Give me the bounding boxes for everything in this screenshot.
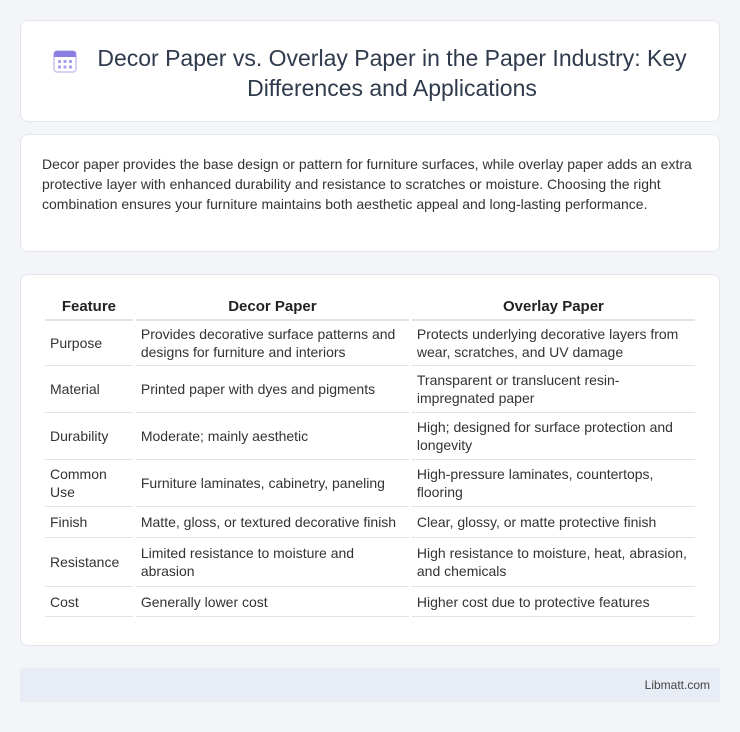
row-feature: Resistance (45, 538, 133, 587)
comparison-table (42, 294, 698, 617)
row-decor: Matte, gloss, or textured decorative finish (136, 507, 409, 538)
row-feature: Cost (45, 587, 133, 617)
header-feature: Feature (45, 294, 133, 321)
row-decor: Limited resistance to moisture and abrasion (136, 538, 409, 587)
table-row (45, 587, 695, 617)
table-row (45, 460, 695, 507)
row-overlay: Protects underlying decorative layers from wear, scratches, and UV damage (412, 321, 695, 366)
row-feature: Purpose (45, 321, 133, 366)
row-overlay: Clear, glossy, or matte protective finish (412, 507, 695, 538)
footer-brand: Libmatt.com (644, 678, 710, 692)
calendar-icon (51, 47, 79, 75)
comparison-card (20, 274, 720, 646)
row-feature: Durability (45, 413, 133, 460)
title-row (51, 43, 699, 103)
row-feature: Common Use (45, 460, 133, 507)
table-header-row (45, 294, 695, 321)
row-decor: Printed paper with dyes and pigments (136, 366, 409, 413)
title-card (20, 20, 720, 122)
footer-bar (20, 668, 720, 702)
row-decor: Furniture laminates, cabinetry, paneling (136, 460, 409, 507)
row-decor: Generally lower cost (136, 587, 409, 617)
row-overlay: High; designed for surface protection and longevity (412, 413, 695, 460)
intro-card (20, 134, 720, 252)
page-title: Decor Paper vs. Overlay Paper in the Paper Industry: Key Differences and Applications (97, 45, 687, 101)
table-row (45, 538, 695, 587)
row-decor: Moderate; mainly aesthetic (136, 413, 409, 460)
header-decor-paper: Decor Paper (136, 294, 409, 321)
row-feature: Finish (45, 507, 133, 538)
table-row (45, 507, 695, 538)
row-feature: Material (45, 366, 133, 413)
header-overlay-paper: Overlay Paper (412, 294, 695, 321)
row-overlay: Higher cost due to protective features (412, 587, 695, 617)
intro-paragraph: Decor paper provides the base design or pattern for furniture surfaces, while overlay paper adds an extra protective layer with enhanced durability and resistance to scratches or moisture. Choosing the right combination ensures your furniture maintains both aesthetic appeal and long-lasting performance. (42, 156, 692, 212)
table-row (45, 413, 695, 460)
row-overlay: High resistance to moisture, heat, abrasion, and chemicals (412, 538, 695, 587)
row-overlay: High-pressure laminates, countertops, flooring (412, 460, 695, 507)
row-overlay: Transparent or translucent resin-impregnated paper (412, 366, 695, 413)
table-row (45, 321, 695, 366)
row-decor: Provides decorative surface patterns and designs for furniture and interiors (136, 321, 409, 366)
table-row (45, 366, 695, 413)
